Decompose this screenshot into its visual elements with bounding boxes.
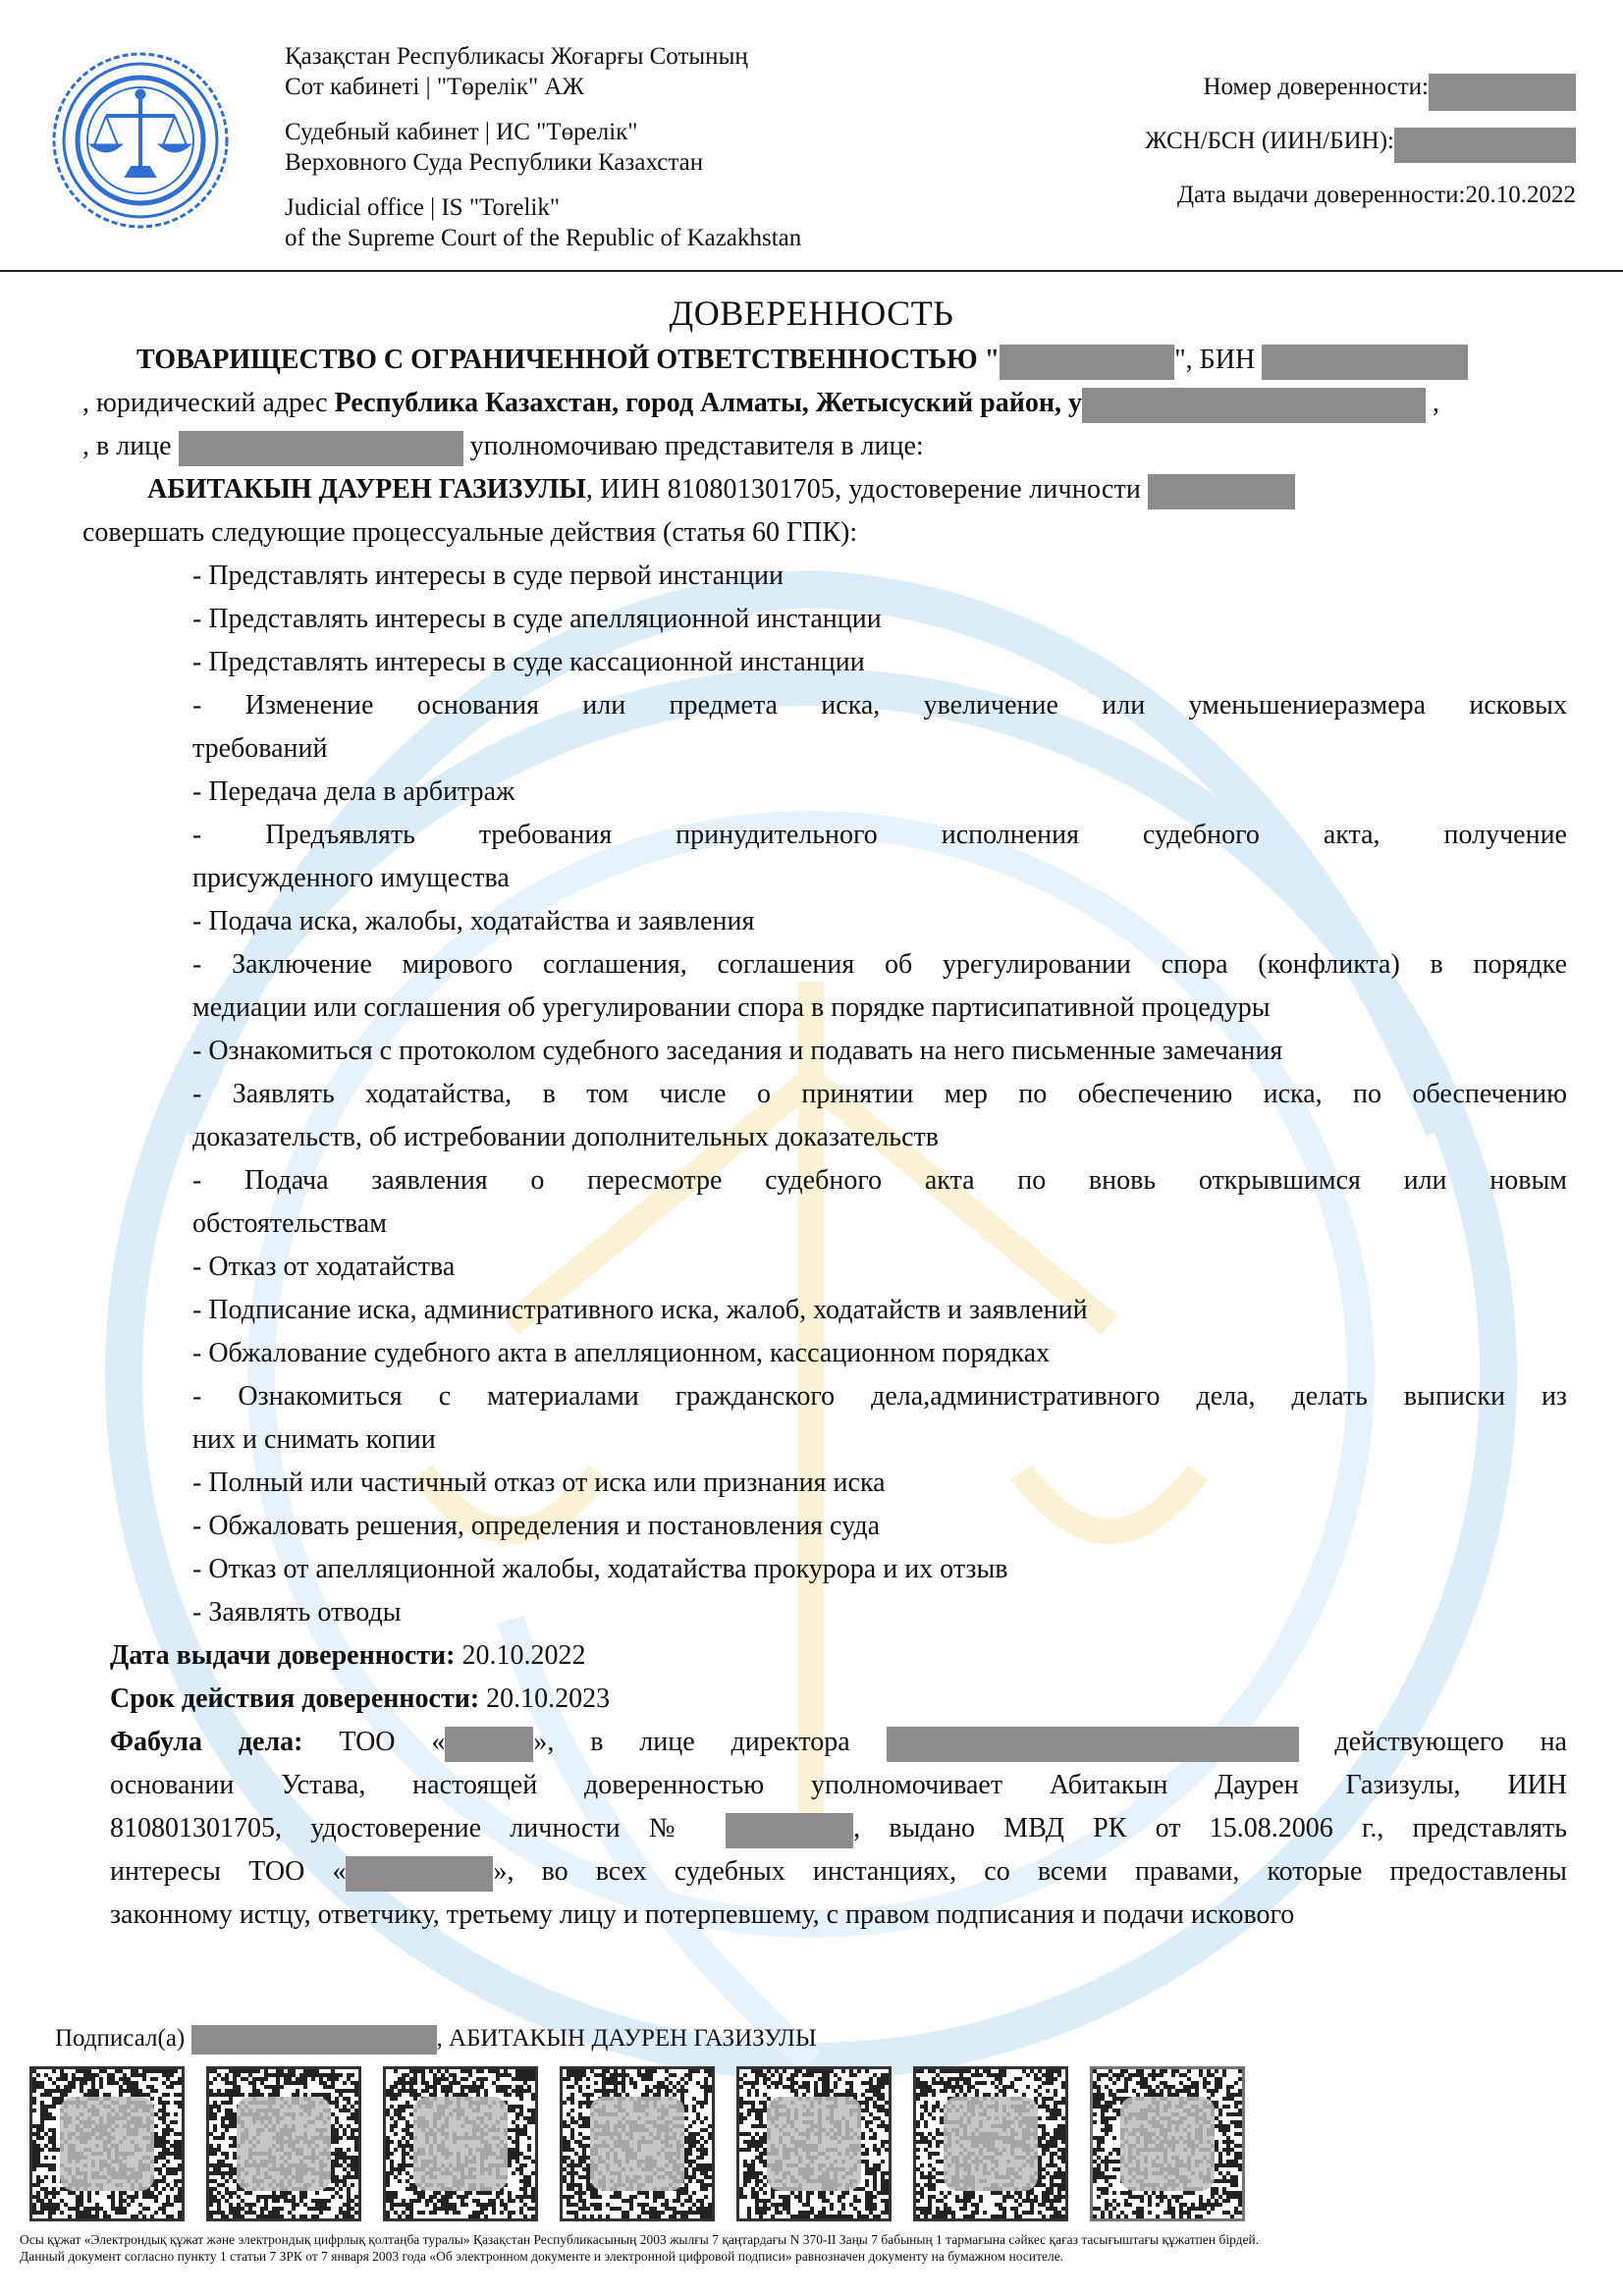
power-item: - Обжаловать решения, определения и постановления суда	[192, 1511, 881, 1541]
redacted-poa-number	[1429, 74, 1576, 111]
poa-number-label: Номер доверенности:	[1203, 74, 1429, 100]
org-en-line-1: Judicial office | IS "Torelik"	[285, 194, 561, 221]
redacted-bin	[1262, 345, 1468, 380]
redacted-director-name	[887, 1727, 1299, 1762]
case-text: », в лице директора	[533, 1727, 887, 1757]
qr-code-3	[383, 2066, 538, 2221]
case-summary-line: законному истцу, ответчику, третьему лицу и потерпевшему, с правом подписания и подачи искового	[110, 1899, 1295, 1930]
validity-label: Срок действия доверенности:	[110, 1683, 480, 1714]
power-item-line: медиации или соглашения об урегулировании спора в порядке партисипативной процедуры	[192, 992, 1271, 1023]
power-item-line: обстоятельствам	[192, 1208, 387, 1239]
power-item: - Полный или частичный отказ от иска или признания иска	[192, 1468, 886, 1498]
qr-code-4	[560, 2066, 715, 2221]
case-summary-line	[110, 1721, 1567, 1764]
qr-pattern	[32, 2069, 182, 2218]
qr-code-7	[1090, 2066, 1245, 2221]
power-item-line: - Заявлять ходатайства, в том числе о принятии мер по обеспечению иска, по обеспечению	[192, 1079, 1567, 1109]
qr-pattern	[1093, 2069, 1242, 2218]
case-summary-line	[110, 1807, 1567, 1850]
power-item-line: требований	[192, 733, 328, 764]
iin-bin-row	[1145, 128, 1576, 182]
document-meta	[1145, 74, 1576, 236]
org-kz-line-1: Қазақстан Республикасы Жоғарғы Сотының	[285, 43, 748, 70]
power-item	[82, 684, 1567, 771]
document-title: ДОВЕРЕННОСТЬ	[669, 294, 954, 333]
case-summary-line: основании Устава, настоящей доверенностью уполномочивает Абитакын Даурен Газизулы, ИИН	[110, 1770, 1567, 1800]
case-summary	[82, 1721, 1567, 1937]
authorize-text: уполномочиваю представителя в лице:	[462, 431, 924, 461]
power-item-line: - Предъявлять требования принудительного исполнения судебного акта, получение	[192, 820, 1567, 850]
power-item: - Представлять интересы в суде первой инстанции	[192, 561, 784, 591]
power-item: - Заявлять отводы	[192, 1597, 402, 1628]
representative-line	[82, 468, 1567, 511]
issue-date-field-label: Дата выдачи доверенности:	[110, 1640, 456, 1671]
representative-name: АБИТАКЫН ДАУРЕН ГАЗИЗУЛЫ	[147, 474, 586, 505]
redacted-company-name	[445, 1727, 533, 1762]
signer-names: , АБИТАКЫН ДАУРЕН ГАЗИЗУЛЫ	[436, 2025, 817, 2052]
power-item: - Отказ от ходатайства	[192, 1252, 456, 1282]
qr-pattern	[209, 2069, 358, 2218]
document-header	[0, 0, 1623, 272]
case-text: интересы ТОО «	[110, 1856, 347, 1887]
power-item	[82, 1073, 1567, 1159]
supreme-court-emblem-icon	[47, 47, 234, 234]
power-item: - Представлять интересы в суде апелляционной инстанции	[192, 604, 882, 634]
redacted-signer-name	[191, 2025, 437, 2055]
power-item-line: - Изменение основания или предмета иска, увеличение или уменьшениеразмера исковых	[192, 690, 1567, 721]
poa-number-row	[1145, 74, 1576, 128]
bin-label: ", БИН	[1174, 345, 1263, 375]
address-value: Республика Казахстан, город Алматы, Жетысуский район, у	[334, 388, 1082, 418]
validity-value: 20.10.2023	[479, 1683, 611, 1714]
principal-name-prefix: ТОВАРИЩЕСТВО С ОГРАНИЧЕННОЙ ОТВЕТСТВЕННОСТЬЮ "	[136, 345, 1001, 375]
case-text: 810801301705, удостоверение личности №	[110, 1813, 727, 1843]
qr-pattern	[563, 2069, 712, 2218]
qr-pattern	[386, 2069, 535, 2218]
issue-date-value: 20.10.2022	[1465, 182, 1576, 208]
case-text: действующего на	[1298, 1727, 1567, 1757]
power-item: - Ознакомиться с протоколом судебного заседания и подавать на него письменные замечания	[192, 1036, 1283, 1066]
power-item-line: доказательств, об истребовании дополнительных доказательств	[192, 1122, 939, 1152]
power-item-line: - Подача заявления о пересмотре судебного акта по вновь открывшимся или новым	[192, 1165, 1567, 1196]
power-item: - Представлять интересы в суде кассационной инстанции	[192, 647, 865, 677]
signature-qr-codes	[29, 2066, 1245, 2221]
redacted-street	[1082, 388, 1426, 423]
qr-code-6	[913, 2066, 1068, 2221]
address-label: , юридический адрес	[82, 388, 335, 418]
representative-iin: , ИИН 810801301705, удостоверение личности	[585, 474, 1149, 505]
org-ru-line-2: Верховного Суда Республики Казахстан	[285, 149, 704, 176]
legal-note-kz: Осы құжат «Электрондық құжат және электрондық цифрлық қолтаңба туралы» Қазақстан Республикасының 2003 жылғы 7 қаңтардағы N 370-II Заңы 7 бабының 1 тармағына сәйкес қағаз тасығыштағы құжатпен бірдей.	[20, 2232, 1260, 2247]
qr-code-5	[736, 2066, 892, 2221]
legal-note-ru: Данный документ согласно пункту 1 статьи 7 ЗРК от 7 января 2003 года «Об электронном документе и электронной цифровой подписи» равнозначен документу на бумажном носителе.	[20, 2249, 1064, 2264]
issue-date-row	[1145, 182, 1576, 236]
power-item	[82, 1159, 1567, 1246]
org-en-line-2: of the Supreme Court of the Republic of Kazakhstan	[285, 225, 802, 251]
power-item: - Отказ от апелляционной жалобы, ходатайства прокурора и их отзыв	[192, 1554, 1008, 1584]
document-body	[82, 339, 1567, 1937]
redacted-company-name	[1000, 345, 1174, 380]
case-text: », во всех судебных инстанциях, со всеми правами, которые предоставлены	[493, 1856, 1567, 1887]
power-item	[82, 814, 1567, 900]
qr-code-1	[29, 2066, 185, 2221]
org-ru-line-1: Судебный кабинет | ИС "Төрелік"	[285, 119, 638, 145]
redacted-company-name	[346, 1856, 493, 1892]
in-person-label: , в лице	[82, 431, 179, 461]
power-item: - Передача дела в арбитраж	[192, 776, 515, 807]
address-end: ,	[1425, 388, 1439, 418]
principal-line	[82, 339, 1567, 382]
redacted-director-name	[179, 431, 463, 466]
power-item	[82, 1375, 1567, 1462]
power-item: - Обжалование судебного акта в апелляционном, кассационном порядках	[192, 1338, 1051, 1368]
power-item: - Подача иска, жалобы, ходатайства и заявления	[192, 906, 755, 936]
signature-line	[55, 2025, 817, 2055]
redacted-id-number	[726, 1813, 853, 1848]
legal-footnote	[20, 2231, 1610, 2265]
validity-field	[82, 1678, 1567, 1721]
power-item	[82, 943, 1567, 1030]
signed-label: Подписал(а)	[55, 2025, 191, 2052]
qr-code-2	[206, 2066, 361, 2221]
director-line	[82, 425, 1567, 468]
issue-date-label: Дата выдачи доверенности:	[1177, 182, 1466, 208]
qr-pattern	[916, 2069, 1065, 2218]
case-summary-line	[110, 1850, 1567, 1894]
qr-pattern	[739, 2069, 889, 2218]
iin-bin-label: ЖСН/БСН (ИИН/БИН):	[1145, 128, 1394, 154]
redacted-iin-bin	[1394, 128, 1576, 163]
actions-intro: совершать следующие процессуальные действия (статья 60 ГПК):	[82, 517, 858, 548]
issuer-organization	[285, 41, 801, 268]
power-item: - Подписание иска, административного иска, жалоб, ходатайств и заявлений	[192, 1295, 1088, 1325]
issue-date-field-value: 20.10.2022	[455, 1640, 586, 1671]
org-kz-line-2: Сот кабинеті | "Төрелік" АЖ	[285, 74, 584, 100]
power-item-line: них и снимать копии	[192, 1424, 436, 1455]
power-item-line: - Заключение мирового соглашения, соглашения об урегулировании спора (конфликта) в порядке	[192, 949, 1567, 980]
redacted-id-number	[1148, 474, 1295, 509]
case-summary-label: Фабула дела:	[110, 1727, 303, 1757]
case-text: ТОО «	[302, 1727, 446, 1757]
power-item-line: - Ознакомиться с материалами гражданского дела,административного дела, делать выписки из	[192, 1381, 1567, 1412]
case-text: , выдано МВД РК от 15.08.2006 г., представлять	[853, 1813, 1568, 1843]
issue-date-field	[82, 1634, 1567, 1678]
address-line	[82, 382, 1567, 425]
power-item-line: присужденного имущества	[192, 863, 510, 893]
